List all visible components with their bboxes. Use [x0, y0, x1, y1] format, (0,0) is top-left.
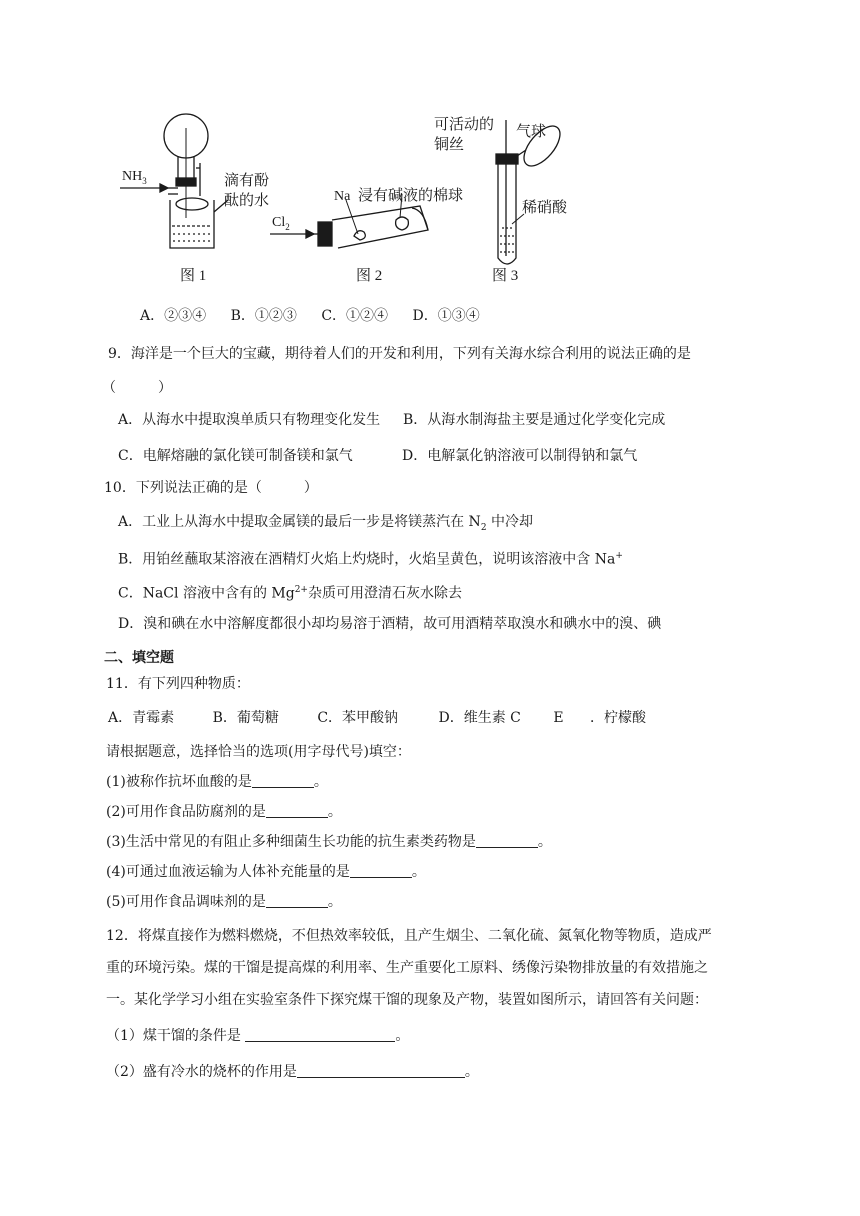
fig3-caption: 图 3 — [492, 268, 519, 284]
q11-item-3: (3)生活中常见的有阻止多种细菌生长功能的抗生素类药物是 。 — [106, 834, 552, 850]
q9-option-a: A．从海水中提取溴单质只有物理变化发生 — [118, 412, 381, 428]
q10-stem: 10．下列说法正确的是（ ） — [104, 480, 318, 496]
q12-line-2: 重的环境污染。煤的干馏是提高煤的利用率、生产重要化工原料、绣像污染物排放量的有效措施之 — [106, 960, 708, 976]
fig2-ball-label: 浸有碱液的棉球 — [358, 186, 464, 204]
q12-sub-1: （1）煤干馏的条件是 。 — [106, 1028, 410, 1044]
q8-options — [140, 306, 480, 326]
fig1-nh3-label: $NH_3$ — [122, 169, 147, 186]
q11-option-a: A．青霉素 — [108, 710, 175, 726]
q8-option-c: C．①②④ — [321, 308, 389, 324]
experiment-figures — [110, 108, 568, 288]
q10-option-a: A．工业上从海水中提取金属镁的最后一步是将镁蒸汽在 $N_2$ 中冷却 — [118, 514, 533, 533]
q12-sub-2: （2）盛有冷水的烧杯的作用是 。 — [106, 1064, 479, 1080]
figure-1 — [120, 114, 228, 284]
q11-option-b: B．葡萄糖 — [212, 710, 279, 726]
q8-option-a: A．②③④ — [140, 308, 207, 324]
q11-option-d: D．维生素 C — [438, 710, 521, 726]
q12-line-1: 12．将煤直接作为燃料燃烧，不但热效率较低，且产生烟尘、二氧化硫、氮氧化物等物质，造成严 — [106, 928, 712, 944]
q10-option-b: B．用铂丝蘸取某溶液在酒精灯火焰上灼烧时，火焰呈黄色，说明该溶液中含 Na+ — [118, 551, 623, 568]
q9-option-b: B．从海水制海盐主要是通过化学变化完成 — [403, 412, 666, 428]
fig3-acid-label: 稀硝酸 — [522, 198, 568, 216]
fig2-na-label: Na — [334, 189, 351, 204]
fig3-balloon-label: 气球 — [516, 122, 547, 140]
q11-item-2: (2)可用作食品防腐剂的是 。 — [106, 804, 342, 820]
q11-stem: 11．有下列四种物质： — [106, 676, 250, 692]
q8-option-b: B．①②③ — [230, 308, 297, 324]
q11-options — [108, 708, 646, 728]
figure-2 — [270, 194, 428, 284]
fig2-caption: 图 2 — [356, 268, 383, 284]
section-heading-fill-in: 二、填空题 — [104, 650, 174, 666]
q10-option-d: D．溴和碘在水中溶解度都很小却均易溶于酒精，故可用酒精萃取溴水和碘水中的溴、碘 — [118, 616, 662, 632]
q11-option-c: C．苯甲酸钠 — [317, 710, 399, 726]
q11-option-e: E — [553, 710, 564, 726]
q12-line-3: 一。某化学学习小组在实验室条件下探究煤干馏的现象及产物，装置如图所示，请回答有关问题： — [106, 992, 708, 1008]
fig3-copper-label: 可活动的铜丝 — [434, 115, 495, 153]
q11-option-e-text: ．柠檬酸 — [590, 710, 647, 726]
q11-item-4: (4)可通过血液运输为人体补充能量的是 。 — [106, 864, 426, 880]
q9-stem: 9．海洋是一个巨大的宝藏，期待着人们的开发和利用，下列有关海水综合利用的说法正确的是 — [108, 346, 691, 362]
fig2-cl2-label: $Cl_2$ — [272, 215, 290, 232]
q11-item-1: (1)被称作抗坏血酸的是 。 — [106, 774, 328, 790]
q8-option-d: D．①③④ — [412, 308, 480, 324]
q9-paren: （ ） — [102, 380, 172, 396]
fig1-caption: 图 1 — [180, 268, 207, 284]
q11-instruction: 请根据题意，选择恰当的选项(用字母代号)填空： — [106, 744, 411, 760]
q9-option-c: C．电解熔融的氯化镁可制备镁和氯气 — [118, 448, 353, 464]
fig1-water-label: 滴有酚酞的水 — [224, 171, 270, 209]
q11-item-5: (5)可用作食品调味剂的是 。 — [106, 894, 342, 910]
q10-option-c: C．NaCl 溶液中含有的 $Mg^{2+}$杂质可用澄清石灰水除去 — [118, 585, 462, 602]
q9-option-d: D．电解氯化钠溶液可以制得钠和氯气 — [402, 448, 638, 464]
